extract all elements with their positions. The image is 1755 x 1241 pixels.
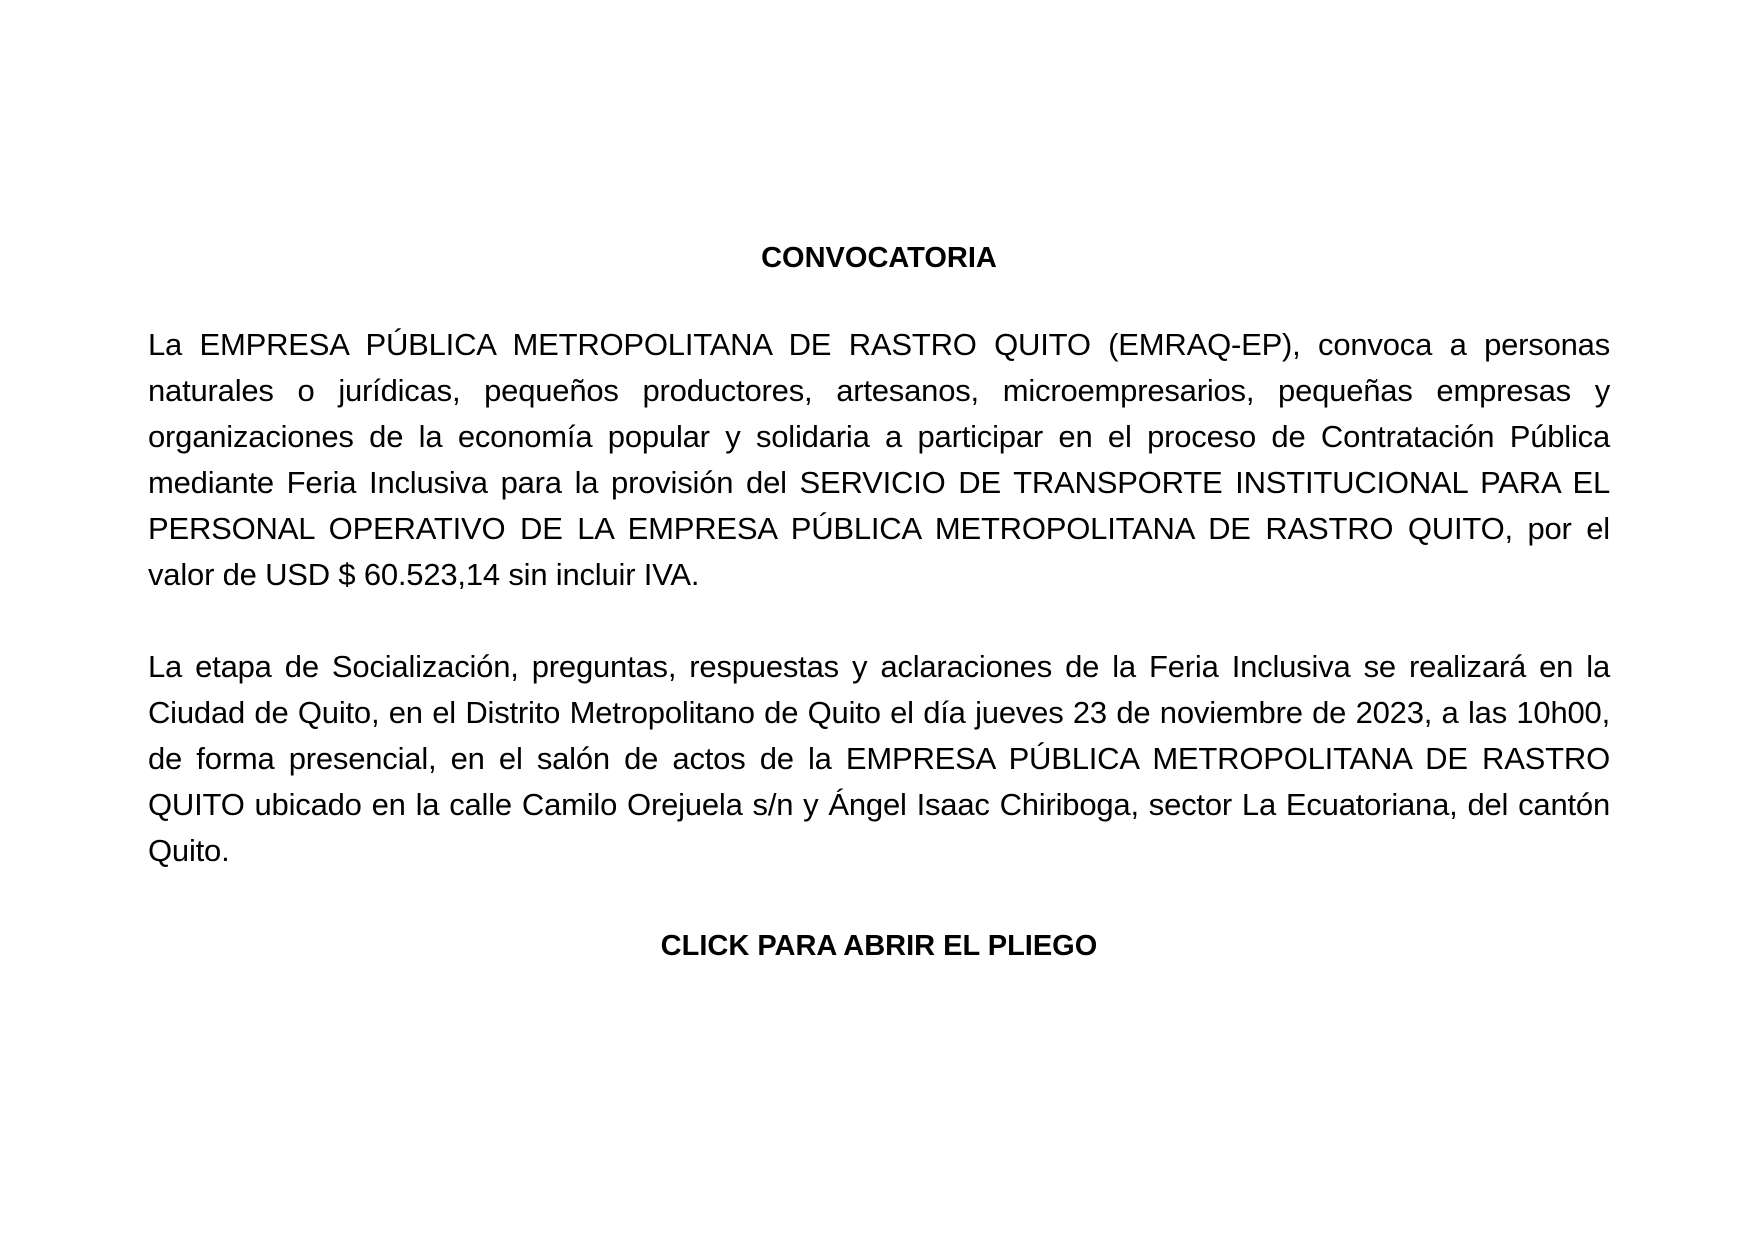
document-page (148, 232, 1610, 972)
socialization-paragraph: La etapa de Socialización, preguntas, respuestas y aclaraciones de la Feria Inclusiva se realizará en la Ciudad de Quito, en el Distrito Metropolitano de Quito el día jueves 23 de noviembre de 2023, a las 10h00, de forma presencial, en el salón de actos de la EMPRESA PÚBLICA METROPOLITANA DE RASTRO QUITO ubicado en la calle Camilo Orejuela s/n y Ángel Isaac Chiriboga, sector La Ecuatoriana, del cantón Quito. (148, 649, 1610, 868)
announcement-paragraph: La EMPRESA PÚBLICA METROPOLITANA DE RASTRO QUITO (EMRAQ-EP), convoca a personas naturales o jurídicas, pequeños productores, artesanos, microempresarios, pequeñas empresas y organizaciones de la economía popular y solidaria a participar en el proceso de Contratación Pública mediante Feria Inclusiva para la provisión del SERVICIO DE TRANSPORTE INSTITUCIONAL PARA EL PERSONAL OPERATIVO DE LA EMPRESA PÚBLICA METROPOLITANA DE RASTRO QUITO, por el valor de USD $ 60.523,14 sin incluir IVA. (148, 327, 1610, 592)
open-pliego-link[interactable]: CLICK PARA ABRIR EL PLIEGO (660, 930, 1098, 962)
document-title: CONVOCATORIA (761, 242, 997, 274)
